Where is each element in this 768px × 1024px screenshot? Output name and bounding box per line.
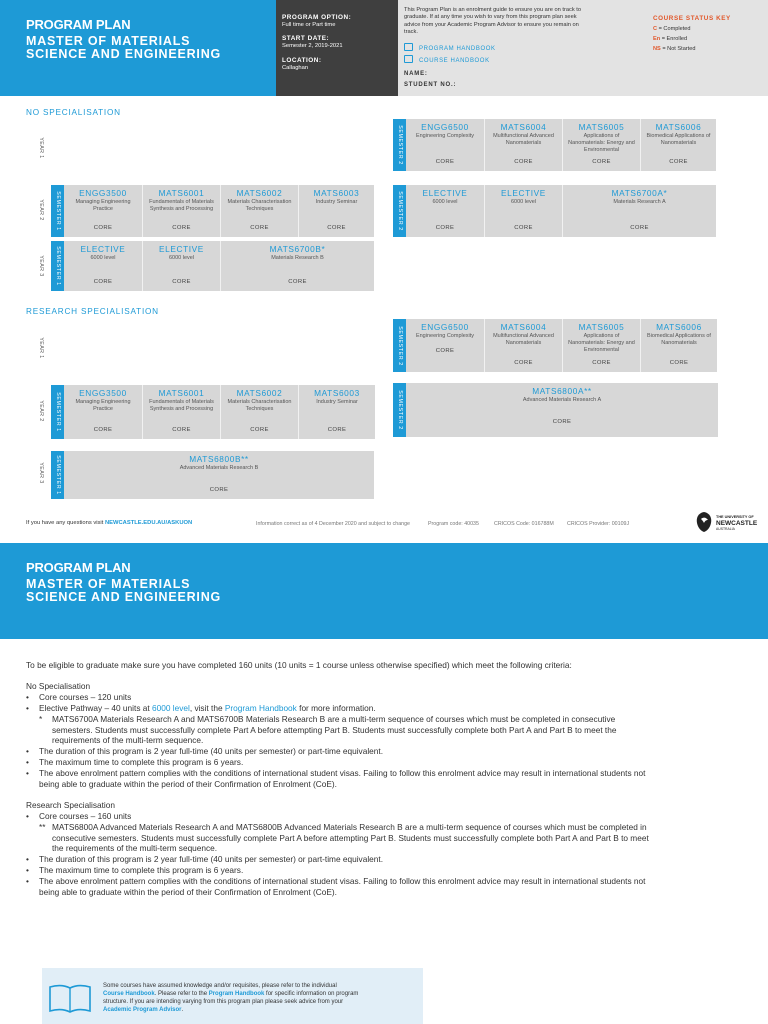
status-key-completed: C = Completed [653,26,691,32]
ns-max-time: The maximum time to complete this program is 6 years. [39,757,244,767]
bullet: • [26,768,29,778]
footnote-double-star: ** [39,822,46,832]
header-details-panel [276,0,398,96]
semester-1-tag: SEMESTER 1 [51,185,64,237]
year-3-label: YEAR 3 [38,462,44,484]
program-code-text: Program code: 40035 [428,521,479,527]
year-3-label: YEAR 3 [38,255,44,277]
course-cell[interactable]: MATS6005 Applications of Nanomaterials: Energy and Environmental CORE [562,119,640,171]
course-cell[interactable]: ELECTIVE 6000 level CORE [484,185,562,237]
course-cell[interactable]: ENGG3500 Managing Engineering Practice CORE [75,388,131,433]
semester-2-tag: SEMESTER 2 [393,185,406,237]
course-row-rs-y2s2 [406,383,718,437]
course-cell[interactable]: MATS6800B** Advanced Materials Research B CORE [179,454,259,493]
bullet: • [26,865,29,875]
course-row-ns-y1s2 [406,119,716,171]
ns-elective-pathway: Elective Pathway – 40 units at 6000 level, visit the Program Handbook for more information. [39,703,376,713]
university-crest-icon [694,511,714,533]
ns-duration: The duration of this program is 2 year full-time (40 units per semester) or part-time equivalent. [39,746,384,756]
no-specialisation-heading: No Specialisation [26,681,91,691]
rs-multiterm-note: MATS6800A Advanced Materials Research A and MATS6800B Advanced Materials Research B are a multi-term sequence of courses which must be completed in consecutive semesters. Students must successfully complete Part A before attempting Part B. Students must successfully complete both Part A and Part B to meet the requirements of the multi-term sequence. [52,822,649,854]
open-book-icon [48,981,92,1015]
askuon-question: If you have any questions visit NEWCASTLE.EDU.AU/ASKUON [26,520,193,526]
ns-core-units: Core courses – 120 units [39,692,132,702]
status-key-enrolled: En = Enrolled [653,36,688,42]
rs-max-time: The maximum time to complete this program is 6 years. [39,865,244,875]
6000-level-link[interactable]: 6000 level [152,703,190,713]
location-label: LOCATION: [282,57,322,64]
course-cell[interactable]: ELECTIVE 6000 level CORE [142,241,220,291]
rs-duration: The duration of this program is 2 year full-time (40 units per semester) or part-time equivalent. [39,854,384,864]
semester-1-tag: SEMESTER 1 [51,385,64,439]
header-title-panel [0,0,276,96]
no-specialisation-title: NO SPECIALISATION [26,108,121,117]
year-2-label: YEAR 2 [38,400,44,422]
course-cell[interactable]: MATS6005 Applications of Nanomaterials: Energy and Environmental CORE [562,319,640,372]
page2-title-band [0,543,768,639]
status-key-not-started: NS = Not Started [653,46,696,52]
course-cell[interactable]: ENGG6500 Engineering Complexity CORE [415,122,475,165]
course-cell[interactable]: MATS6004 Multifunctional Advanced Nanomaterials CORE [484,119,562,171]
book-icon [404,43,413,51]
university-logo-line1: THE UNIVERSITY OF [716,515,754,519]
bullet: • [26,854,29,864]
semester-1-tag: SEMESTER 1 [51,241,64,291]
program-handbook-link[interactable]: PROGRAM HANDBOOK [419,46,496,52]
intro-text: This Program Plan is an enrolment guide to ensure you are on track to graduate. If at any time you wish to vary from this program plan seek advice from your Academic Program Advisor to ensure you remain on track. [404,7,582,36]
start-date-label: START DATE: [282,35,330,42]
program-handbook-link[interactable]: Program Handbook [224,703,297,713]
program-option-label: PROGRAM OPTION: [282,14,352,21]
course-handbook-link[interactable]: COURSE HANDBOOK [419,58,490,64]
header-intro-panel [398,0,648,96]
course-cell[interactable]: MATS6006 Biomedical Applications of Nanomaterials CORE [640,319,717,372]
course-row-rs-y2s1 [64,385,375,439]
bullet: • [26,757,29,767]
course-cell[interactable]: MATS6700B* Materials Research B CORE [220,241,374,291]
course-handbook-link[interactable]: Course Handbook [103,991,155,997]
course-row-ns-y2s2 [406,185,716,237]
university-logo-line3: AUSTRALIA [716,527,735,531]
research-specialisation-title: RESEARCH SPECIALISATION [26,307,159,316]
year-1-label: YEAR 1 [38,137,44,159]
course-cell[interactable]: ENGG6500 Engineering Complexity CORE [415,322,475,354]
course-cell[interactable]: MATS6003 Industry Seminar CORE [298,185,374,237]
course-cell[interactable]: MATS6800A** Advanced Materials Research A CORE [522,386,602,425]
course-cell[interactable]: MATS6700A* Materials Research A CORE [562,185,716,237]
ns-multiterm-note: MATS6700A Materials Research A and MATS6700B Materials Research B are a multi-term sequence of courses which must be completed in consecutive semesters. Students must successfully complete Part A before attempting Part B. Students must successfully complete both Part A and Part B to meet the requirements of the multi-term sequence. [52,714,617,746]
course-cell[interactable]: MATS6003 Industry Seminar CORE [298,385,375,439]
rs-core-units: Core courses – 160 units [39,811,132,821]
program-title-line1: MASTER OF MATERIALS [26,34,191,48]
bullet: • [26,876,29,886]
eligibility-text: To be eligible to graduate make sure you have completed 160 units (10 units = 1 course unless otherwise specified) which meet the following criteria: [26,660,572,670]
course-row-ns-y3s1 [64,241,374,291]
course-cell[interactable]: ELECTIVE 6000 level CORE [422,188,468,231]
status-key-title: COURSE STATUS KEY [653,15,731,22]
course-cell[interactable]: MATS6002 Materials Characterisation Techniques CORE [220,185,298,237]
program-title-line2: SCIENCE AND ENGINEERING [26,590,222,604]
program-handbook-link[interactable]: Program Handbook [208,991,265,997]
info-correct-text: Information correct as of 4 December 2020 and subject to change [256,521,410,527]
book-icon [404,55,413,63]
footnote-star: * [39,714,43,724]
year-1-label: YEAR 1 [38,337,44,359]
semester-1-tag: SEMESTER 1 [51,451,64,499]
status-key-panel [648,0,768,96]
bullet: • [26,703,29,713]
course-row-ns-y2s1 [64,185,374,237]
academic-program-advisor-link[interactable]: Academic Program Advisor [103,1007,182,1013]
program-plan-label: PROGRAM PLAN [26,560,131,575]
course-cell[interactable]: MATS6002 Materials Characterisation Techniques CORE [220,385,298,439]
ns-visa-note: The above enrolment pattern complies with the conditions of international student visas. Failing to follow this enrolment advice may result in international students not being able to graduate within the period of their Confirmation of Enrolment (CoE). [39,768,646,789]
cricos-code-text: CRICOS Code: 016788M [494,521,554,527]
course-cell[interactable]: MATS6004 Multifunctional Advanced Nanomaterials CORE [484,319,562,372]
course-cell[interactable]: MATS6006 Biomedical Applications of Nanomaterials CORE [640,119,716,171]
location-value: Callaghan [282,65,309,71]
program-title-line1: MASTER OF MATERIALS [26,577,191,591]
course-cell[interactable]: ELECTIVE 6000 level CORE [80,244,126,285]
cricos-provider-text: CRICOS Provider: 00109J [567,521,630,527]
name-label: NAME: [404,71,428,77]
course-cell[interactable]: ENGG3500 Managing Engineering Practice CORE [75,188,131,231]
semester-2-tag: SEMESTER 2 [393,383,406,437]
start-date-value: Semester 2, 2019-2021 [282,43,343,49]
course-row-rs-y3s1 [64,451,374,499]
student-number-label: STUDENT NO.: [404,82,457,88]
year-2-label: YEAR 2 [38,199,44,221]
bullet: • [26,692,29,702]
semester-2-tag: SEMESTER 2 [393,319,406,372]
info-box-text: Some courses have assumed knowledge and/or requisites, please refer to the individual Course Handbook. Please refer to the Program Handbook for specific information on program structure. If you are intending varying from this program plan please seek advice from your Academic Program Advisor. [103,983,359,1013]
university-logo-line2: NEWCASTLE [716,520,758,527]
research-specialisation-heading: Research Specialisation [26,800,116,810]
course-row-rs-y1s2 [406,319,717,372]
program-plan-label: PROGRAM PLAN [26,17,131,32]
course-cell[interactable]: MATS6001 Fundamentals of Materials Synthesis and Processing CORE [142,385,220,439]
rs-visa-note: The above enrolment pattern complies with the conditions of international student visas. Failing to follow this enrolment advice may result in international students not being able to graduate within the period of their Confirmation of Enrolment (CoE). [39,876,646,897]
bullet: • [26,746,29,756]
askuon-link[interactable]: NEWCASTLE.EDU.AU/ASKUON [104,520,193,526]
program-option-value: Full time or Part time [282,22,336,28]
semester-2-tag: SEMESTER 2 [393,119,406,171]
program-title-line2: SCIENCE AND ENGINEERING [26,47,222,61]
info-box [42,968,423,1024]
course-cell[interactable]: MATS6001 Fundamentals of Materials Synthesis and Processing CORE [142,185,220,237]
bullet: • [26,811,29,821]
